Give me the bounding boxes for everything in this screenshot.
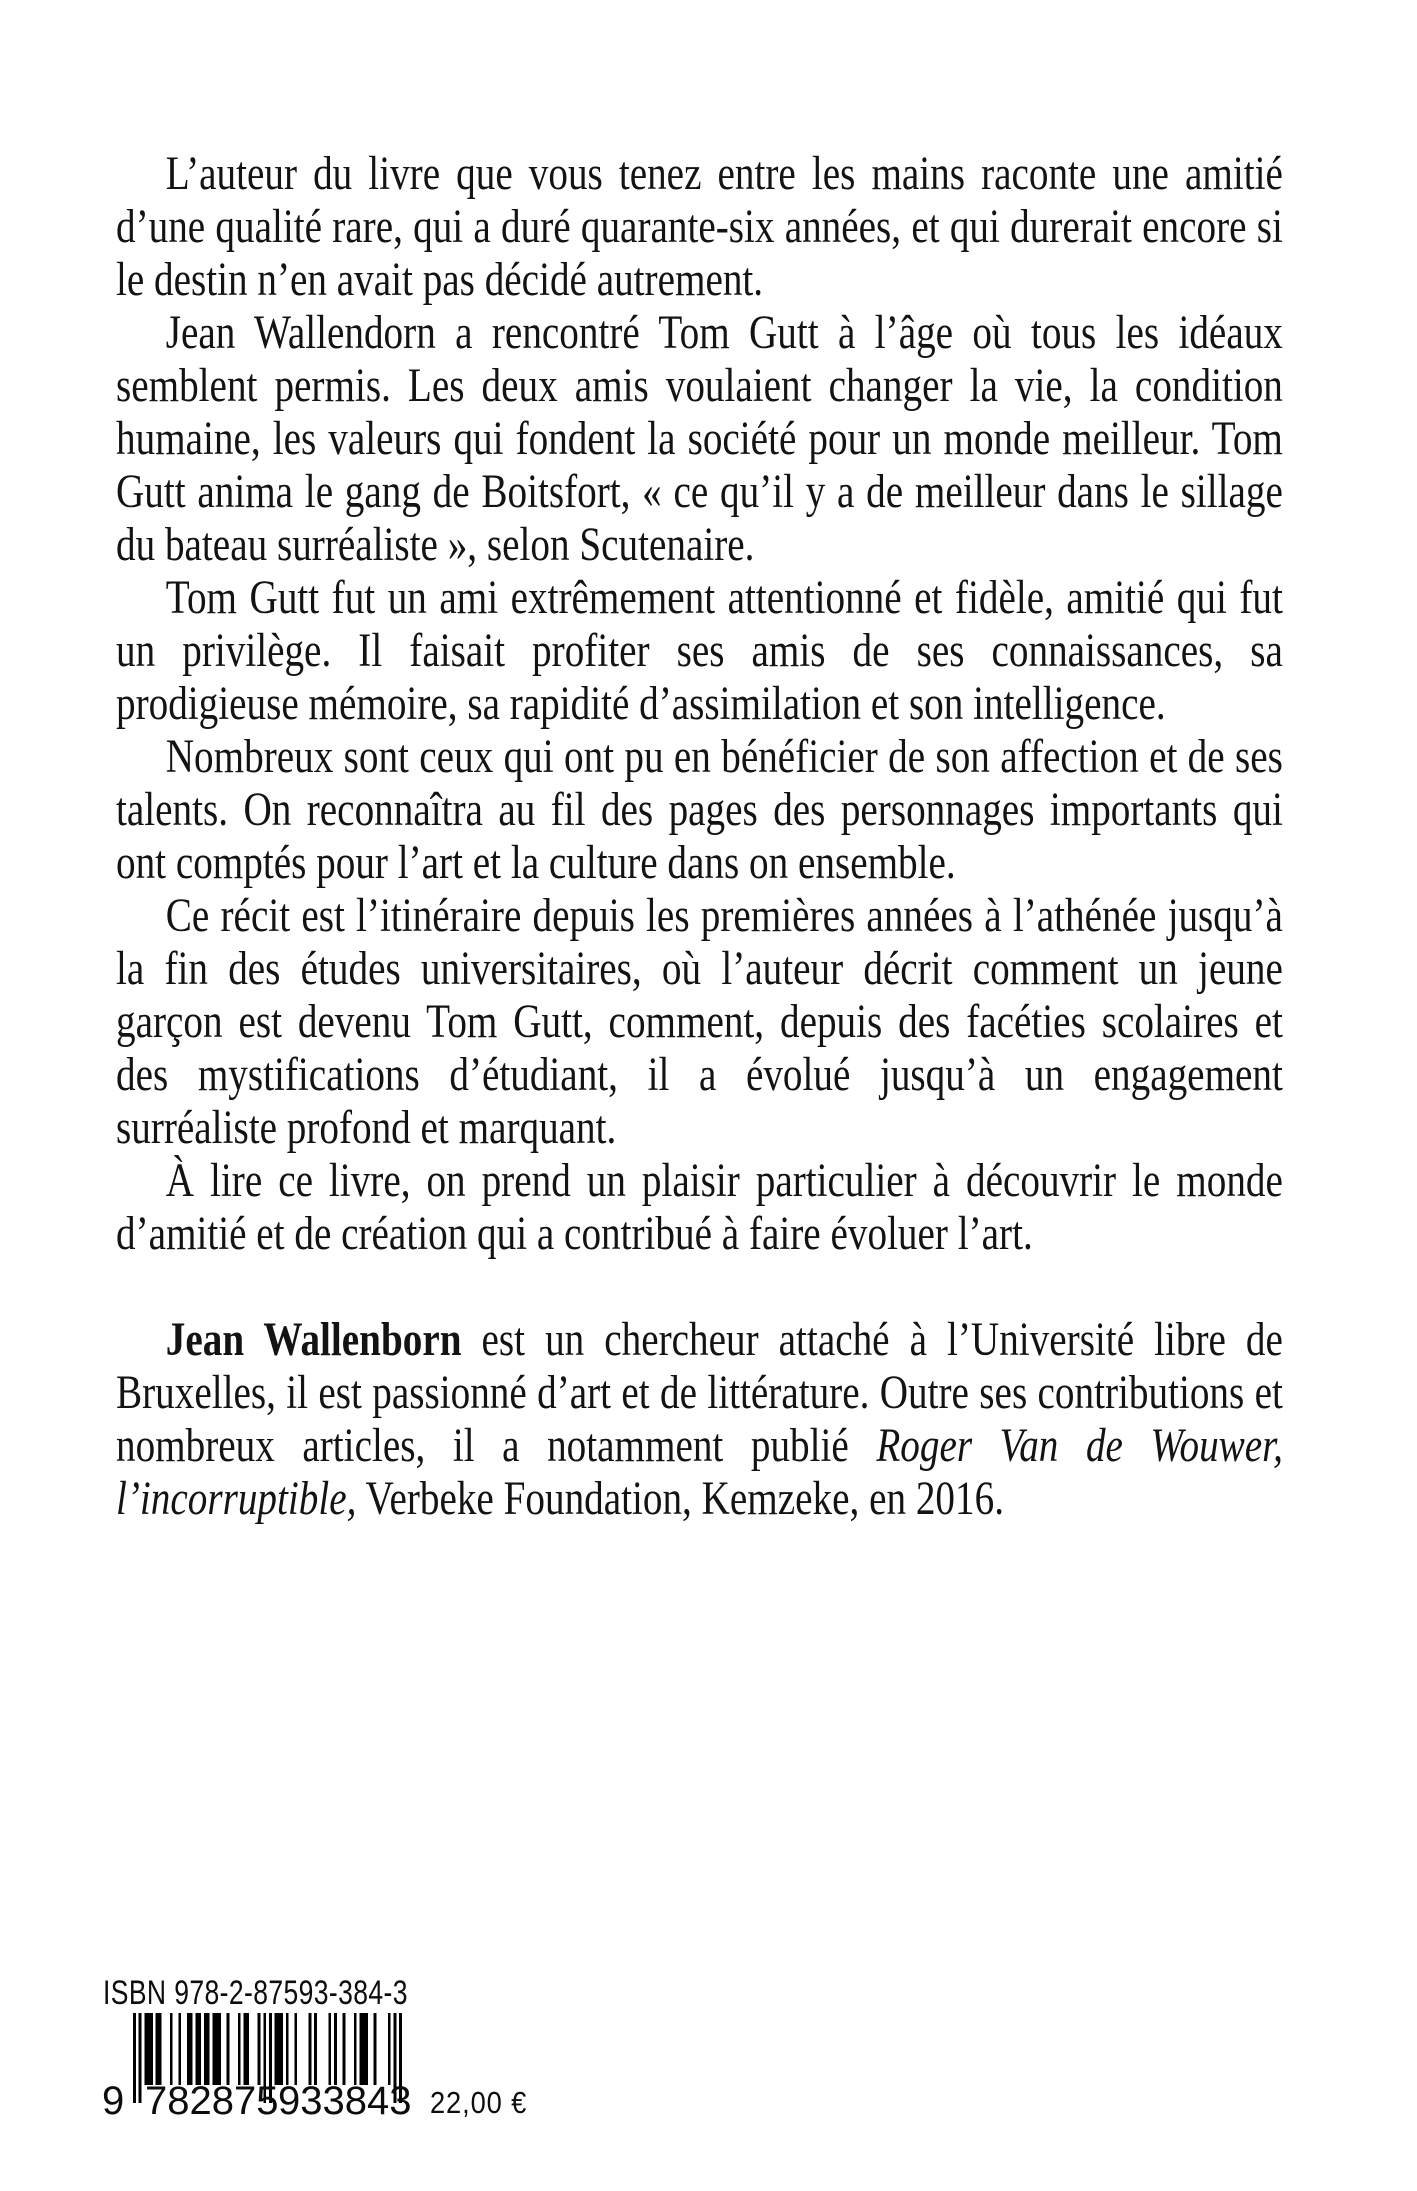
isbn-number: ISBN 978-2-87593-384-3 <box>103 1974 408 2012</box>
blurb-paragraph-2: Jean Wallendorn a rencontré Tom Gutt à l’âge où tous les idéaux semblent permis. Les deux amis voulaient changer la vie, la condition humaine, les valeurs qui fondent la société pour un monde meilleur. Tom Gutt anima le gang de Boitsfort, « ce qu’il y a de meilleur dans le sillage du bateau surréaliste », selon Scutenaire. <box>116 306 1283 571</box>
barcode-digits-right: 9 3 3 8 4 3 <box>278 2079 412 2123</box>
blurb-paragraph-3: Tom Gutt fut un ami extrêmement attentionné et fidèle, amitié qui fut un privilège. Il faisait profiter ses amis de ses connaissances, sa prodigieuse mémoire, sa rapidité d’assimilation et son intelligence. <box>116 571 1283 730</box>
price-label: 22,00 € <box>430 2085 528 2120</box>
blurb-paragraph-5: Ce récit est l’itinéraire depuis les premières années à l’athénée jusqu’à la fin des études universitaires, où l’auteur décrit comment un jeune garçon est devenu Tom Gutt, comment, depuis des facéties scolaires et des mystifications d’étudiant, il a évolué jusqu’à un engagement surréaliste profond et marquant. <box>116 889 1283 1154</box>
ean13-barcode <box>100 2013 420 2123</box>
barcode-digit-lead: 9 <box>102 2079 125 2123</box>
blurb-paragraph-1: L’auteur du livre que vous tenez entre les mains raconte une amitié d’une qualité rare, qui a duré quarante-six années, et qui durerait encore si le destin n’en avait pas décidé autrement. <box>116 147 1283 306</box>
blurb-paragraph-4: Nombreux sont ceux qui ont pu en bénéficier de son affection et de ses talents. On reconnaîtra au fil des pages des personnages importants qui ont comptés pour l’art et la culture dans on ensemble. <box>116 730 1283 889</box>
blurb-paragraph-6: À lire ce livre, on prend un plaisir particulier à découvrir le monde d’amitié et de création qui a contribué à faire évoluer l’art. <box>116 1154 1283 1260</box>
author-bio: Jean Wallenborn est un chercheur attaché à l’Université libre de Bruxelles, il est passionné d’art et de littérature. Outre ses contributions et nombreux articles, il a notamment publié Roger Van de Wouwer, l’incorruptible, Verbeke Foundation, Kemzeke, en 2016. <box>116 1313 1283 1525</box>
blurb-text <box>116 147 1283 1525</box>
barcode-digits-left: 7 8 2 8 7 5 <box>145 2079 279 2123</box>
